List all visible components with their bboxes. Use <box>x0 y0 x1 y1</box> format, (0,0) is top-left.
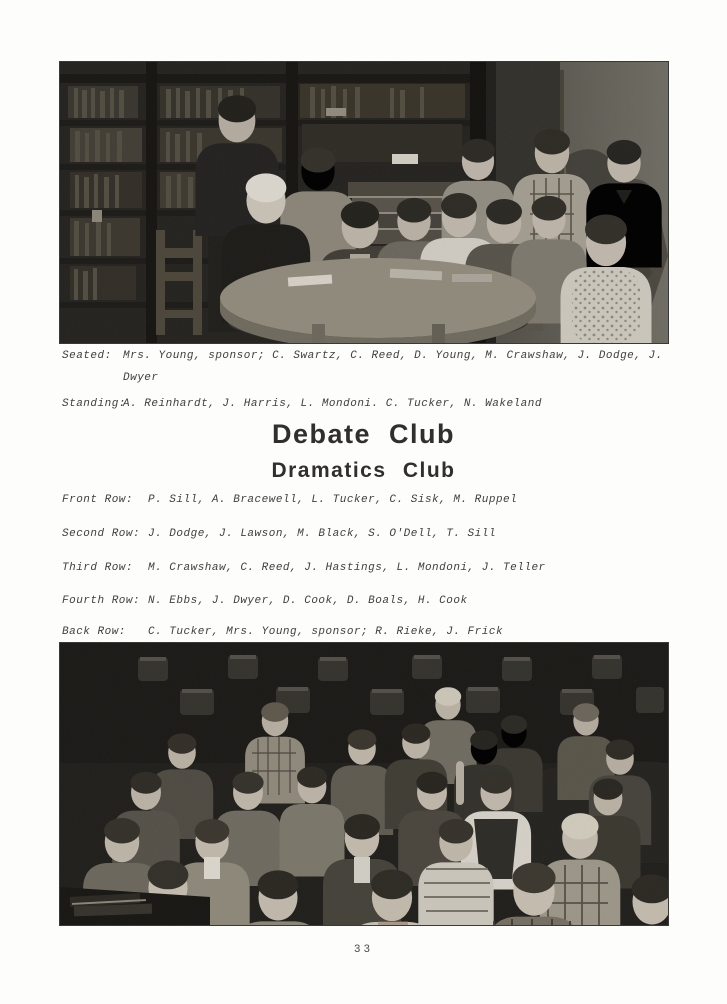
caption-second-row <box>62 523 704 545</box>
caption-third-row-label: Third Row: <box>62 562 134 574</box>
page-number: 33 <box>353 944 374 956</box>
caption-second-row-label: Second Row: <box>62 528 141 540</box>
caption-front-row-label: Front Row: <box>62 494 134 506</box>
caption-back-row-names: C. Tucker, Mrs. Young, sponsor; R. Rieke, J. Frick <box>148 626 504 638</box>
caption-seated-label: Seated: <box>62 350 112 362</box>
caption-standing-label: Standing: <box>62 398 126 410</box>
caption-standing-names: A. Reinhardt, J. Harris, L. Mondoni. C. Tucker, N. Wakeland <box>123 398 542 410</box>
caption-back-row <box>62 621 704 643</box>
caption-fourth-row <box>62 590 704 612</box>
caption-standing <box>62 393 679 415</box>
debate-club-heading: Debate Club <box>271 419 456 449</box>
debate-club-photo-illustration <box>60 62 668 343</box>
dramatics-club-photo-illustration <box>60 643 668 925</box>
caption-third-row-names: M. Crawshaw, C. Reed, J. Hastings, L. Mondoni, J. Teller <box>148 562 546 574</box>
caption-seated-names: Mrs. Young, sponsor; C. Swartz, C. Reed, D. Young, M. Crawshaw, J. Dodge, J. Dwyer <box>123 350 663 384</box>
dramatics-club-heading: Dramatics Club <box>271 459 456 482</box>
debate-club-photo <box>60 62 668 343</box>
caption-seated <box>62 345 679 389</box>
caption-second-row-names: J. Dodge, J. Lawson, M. Black, S. O'Dell, T. Sill <box>148 528 496 540</box>
caption-front-row-names: P. Sill, A. Bracewell, L. Tucker, C. Sisk, M. Ruppel <box>148 494 518 506</box>
caption-back-row-label: Back Row: <box>62 626 126 638</box>
caption-third-row <box>62 557 704 579</box>
caption-front-row <box>62 489 704 511</box>
caption-fourth-row-label: Fourth Row: <box>62 595 141 607</box>
dramatics-club-photo <box>60 643 668 925</box>
caption-fourth-row-names: N. Ebbs, J. Dwyer, D. Cook, D. Boals, H. Cook <box>148 595 468 607</box>
